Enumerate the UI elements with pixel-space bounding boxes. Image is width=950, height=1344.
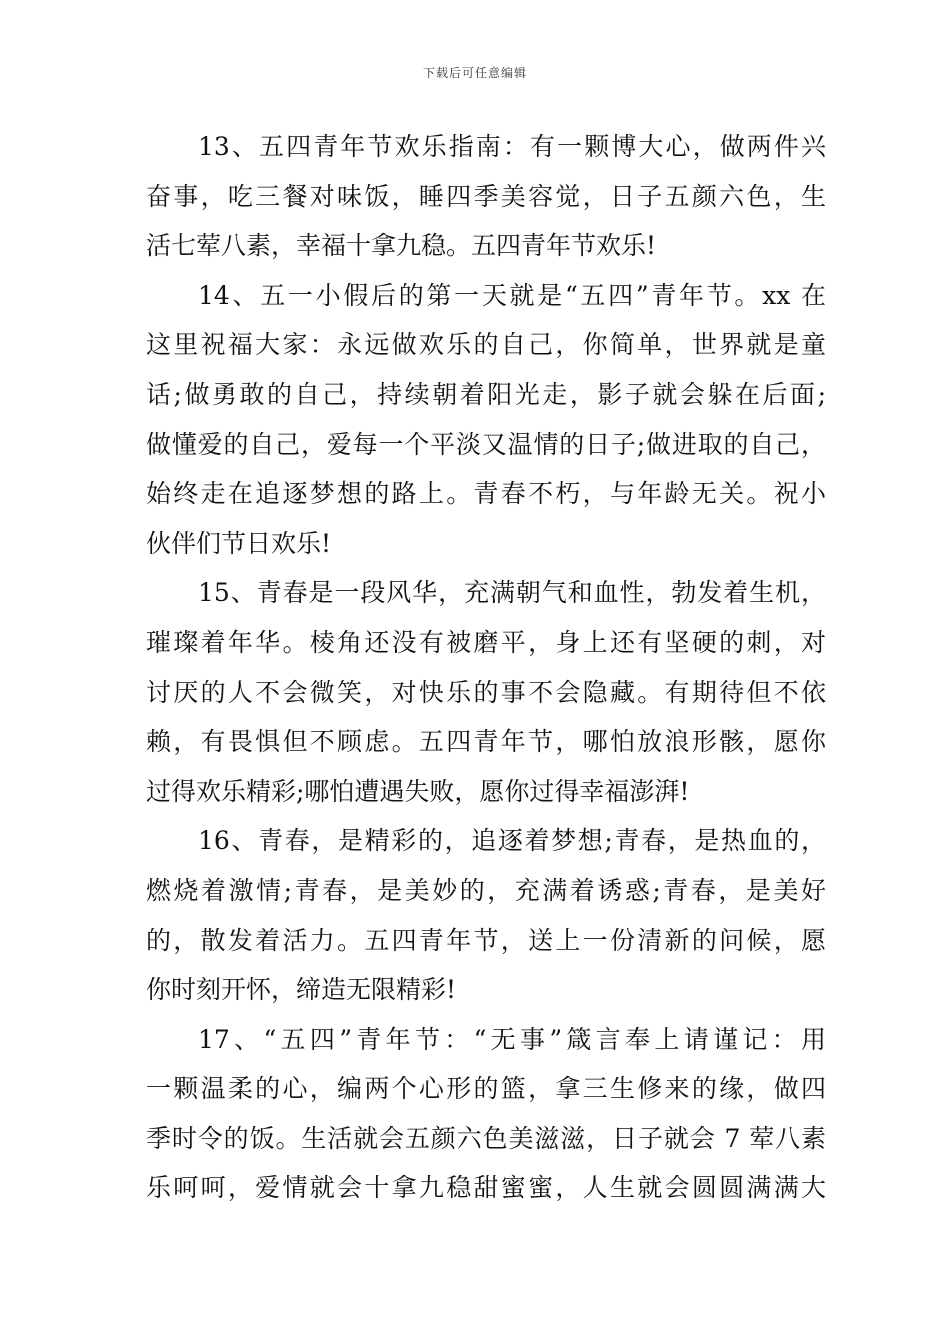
- paragraph-13: [146, 122, 826, 271]
- text-line: 的，散发着活力。五四青年节，送上一份清新的问候，愿: [146, 925, 826, 955]
- text-line: 璀璨着年华。棱角还没有被磨平，身上还有坚硬的刺，对: [146, 627, 826, 657]
- text-line: 做懂爱的自己，爱每一个平淡又温情的日子;做进取的自己，: [146, 429, 826, 459]
- document-body: [146, 122, 826, 1213]
- text-line: 奋事，吃三餐对味饭，睡四季美容觉，日子五颜六色，生: [146, 181, 826, 211]
- text-line: 这里祝福大家：永远做欢乐的自己，你简单，世界就是童: [146, 330, 826, 360]
- text-line: 伙伴们节日欢乐!: [146, 528, 332, 558]
- page-header: 下载后可任意编辑: [422, 66, 527, 80]
- paragraph-15: [146, 568, 826, 816]
- text-line: 季时令的饭。生活就会五颜六色美滋滋，日子就会 7 荤八素: [146, 1123, 826, 1153]
- paragraph-17: [146, 1015, 826, 1213]
- text-line: 17、“五四”青年节：“无事”箴言奉上请谨记：用: [198, 1024, 826, 1054]
- text-line: 13、五四青年节欢乐指南：有一颗博大心，做两件兴: [198, 132, 826, 161]
- paragraph-16: [146, 816, 826, 1014]
- text-line: 始终走在追逐梦想的路上。青春不朽，与年龄无关。祝小: [146, 479, 826, 509]
- text-line: 乐呵呵，爱情就会十拿九稳甜蜜蜜，人生就会圆圆满满大: [146, 1173, 826, 1203]
- text-line: 一颗温柔的心，编两个心形的篮，拿三生修来的缘，做四: [146, 1074, 826, 1104]
- text-line: 14、五一小假后的第一天就是“五四”青年节。xx 在: [198, 280, 826, 310]
- text-line: 过得欢乐精彩;哪怕遭遇失败，愿你过得幸福澎湃!: [146, 776, 690, 806]
- text-line: 活七荤八素，幸福十拿九稳。五四青年节欢乐!: [146, 231, 657, 261]
- text-line: 赖，有畏惧但不顾虑。五四青年节，哪怕放浪形骸，愿你: [146, 727, 826, 757]
- text-line: 讨厌的人不会微笑，对快乐的事不会隐藏。有期待但不依: [146, 677, 826, 707]
- text-line: 你时刻开怀，缔造无限精彩!: [146, 975, 457, 1005]
- text-line: 燃烧着激情;青春，是美妙的，充满着诱惑;青春，是美好: [146, 875, 826, 905]
- paragraph-14: [146, 271, 826, 569]
- text-line: 16、青春，是精彩的，追逐着梦想;青春，是热血的，: [198, 826, 826, 856]
- text-line: 话;做勇敢的自己，持续朝着阳光走，影子就会躲在后面;: [146, 379, 826, 409]
- text-line: 15、青春是一段风华，充满朝气和血性，勃发着生机，: [198, 578, 826, 608]
